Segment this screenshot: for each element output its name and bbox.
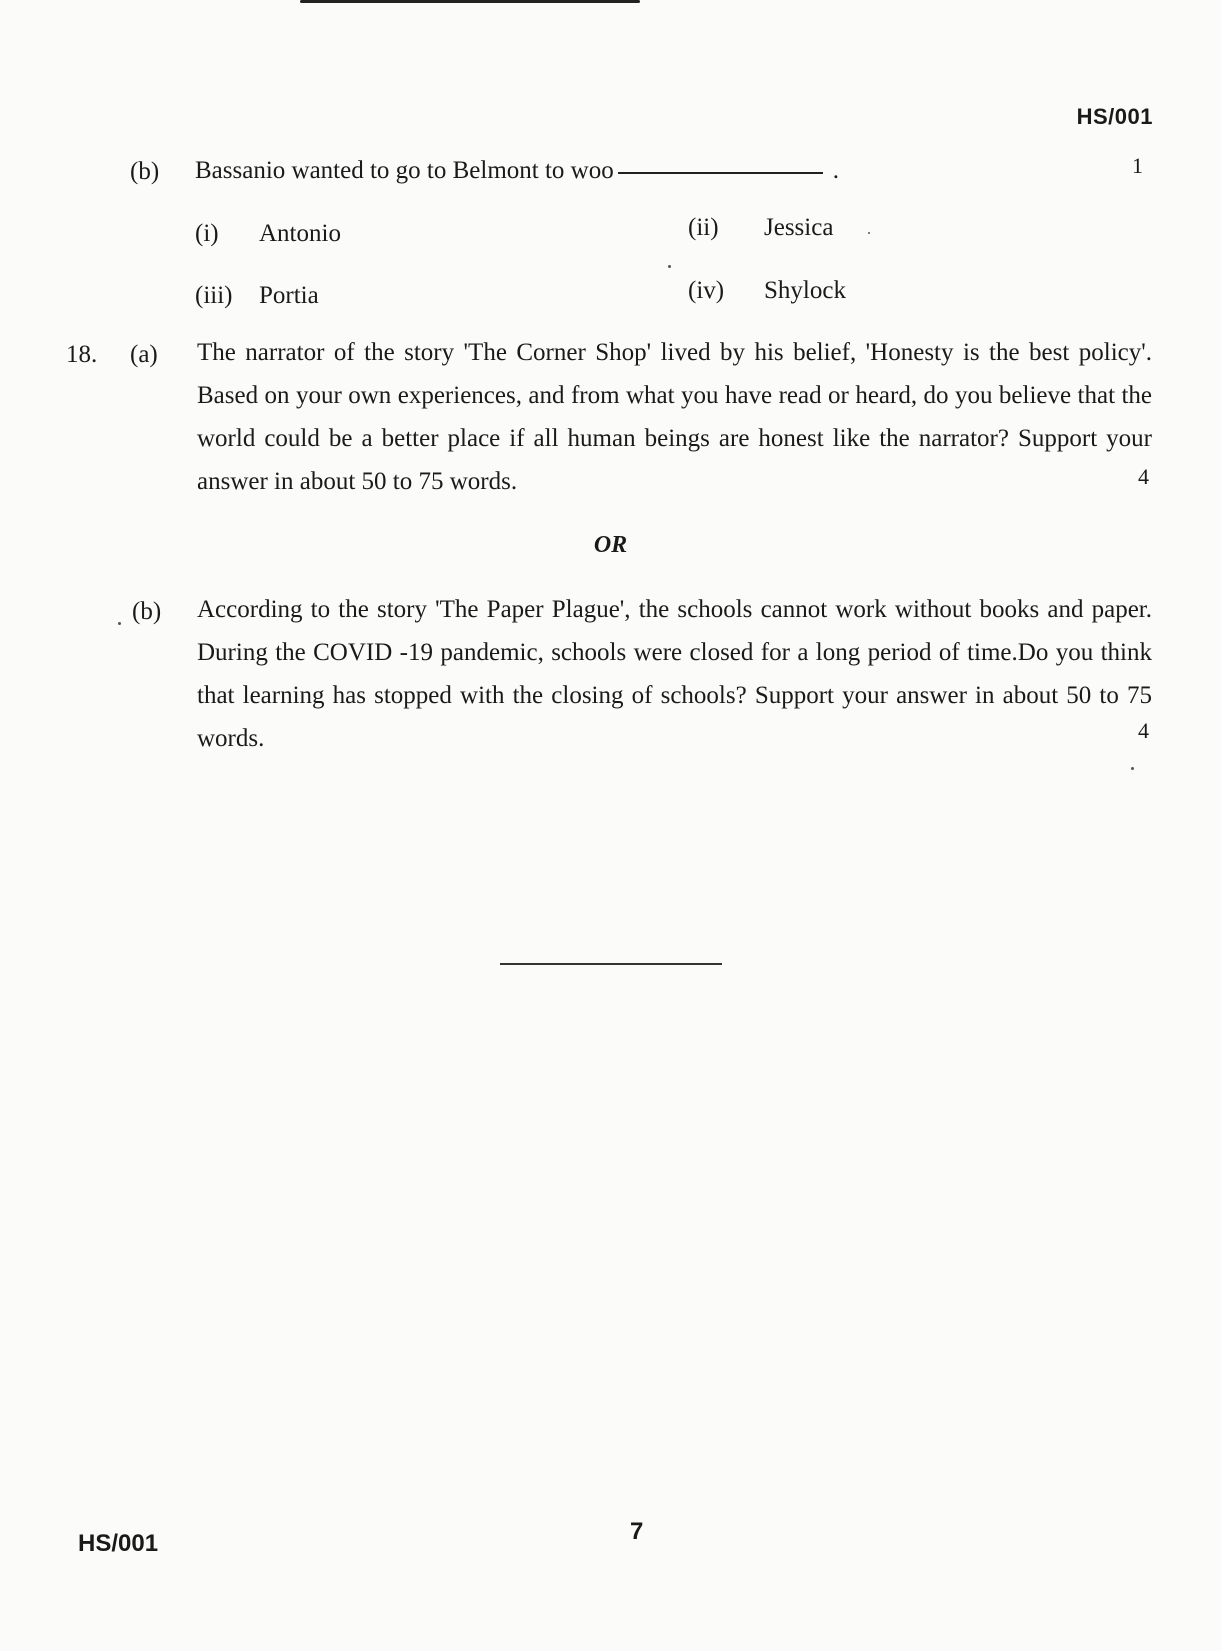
option-iv-num: (iv) xyxy=(688,277,725,304)
option-iii-text: Portia xyxy=(259,282,319,309)
page-number: 7 xyxy=(630,1518,644,1545)
paper-speck xyxy=(1131,767,1134,770)
option-i-num: (i) xyxy=(195,220,219,247)
paper-speck xyxy=(118,622,121,625)
q17b-stem xyxy=(195,158,839,183)
fill-in-blank xyxy=(618,172,823,174)
option-ii-text: Jessica xyxy=(764,214,834,241)
option-i-text: Antonio xyxy=(259,220,341,247)
option-iii xyxy=(195,283,233,308)
q17b-marks: 1 xyxy=(1132,153,1143,178)
option-ii xyxy=(688,215,719,240)
option-i xyxy=(195,221,219,246)
or-separator: OR xyxy=(593,532,628,558)
q17b-label: (b) xyxy=(130,158,160,185)
q18-number: 18. xyxy=(66,341,98,368)
option-iv-text: Shylock xyxy=(764,277,846,304)
option-iv xyxy=(688,278,724,303)
paper-code-header: HS/001 xyxy=(1076,104,1153,129)
q17b-stem-text: Bassanio wanted to go to Belmont to woo xyxy=(195,157,614,184)
paper-code-footer: HS/001 xyxy=(78,1530,159,1557)
end-of-section-rule xyxy=(500,963,722,965)
option-iii-num: (iii) xyxy=(195,282,233,309)
q17b-end-dot: . xyxy=(832,157,839,184)
q18a-text: The narrator of the story 'The Corner Shop' lived by his belief, 'Honesty is the best policy'. Based on your own experiences, and from what you have read or heard, do you believe that the world could be a better place if all human beings are honest like the narrator? Support your answer in about 50 to 75 words. xyxy=(197,339,1152,495)
q18a-marks: 4 xyxy=(1138,464,1149,489)
paper-speck xyxy=(668,265,671,268)
q18a-label: (a) xyxy=(130,341,158,368)
q18b-label: (b) xyxy=(132,598,162,625)
q18b-text: According to the story 'The Paper Plague', the schools cannot work without books and paper. During the COVID -19 pandemic, schools were closed for a long period of time.Do you think that learning has stopped with the closing of schools? Support your answer in about 50 to 75 words. xyxy=(197,596,1152,752)
paper-speck xyxy=(868,232,870,234)
q18b-marks: 4 xyxy=(1138,718,1149,743)
option-ii-num: (ii) xyxy=(688,214,719,241)
top-edge-line xyxy=(300,0,640,3)
